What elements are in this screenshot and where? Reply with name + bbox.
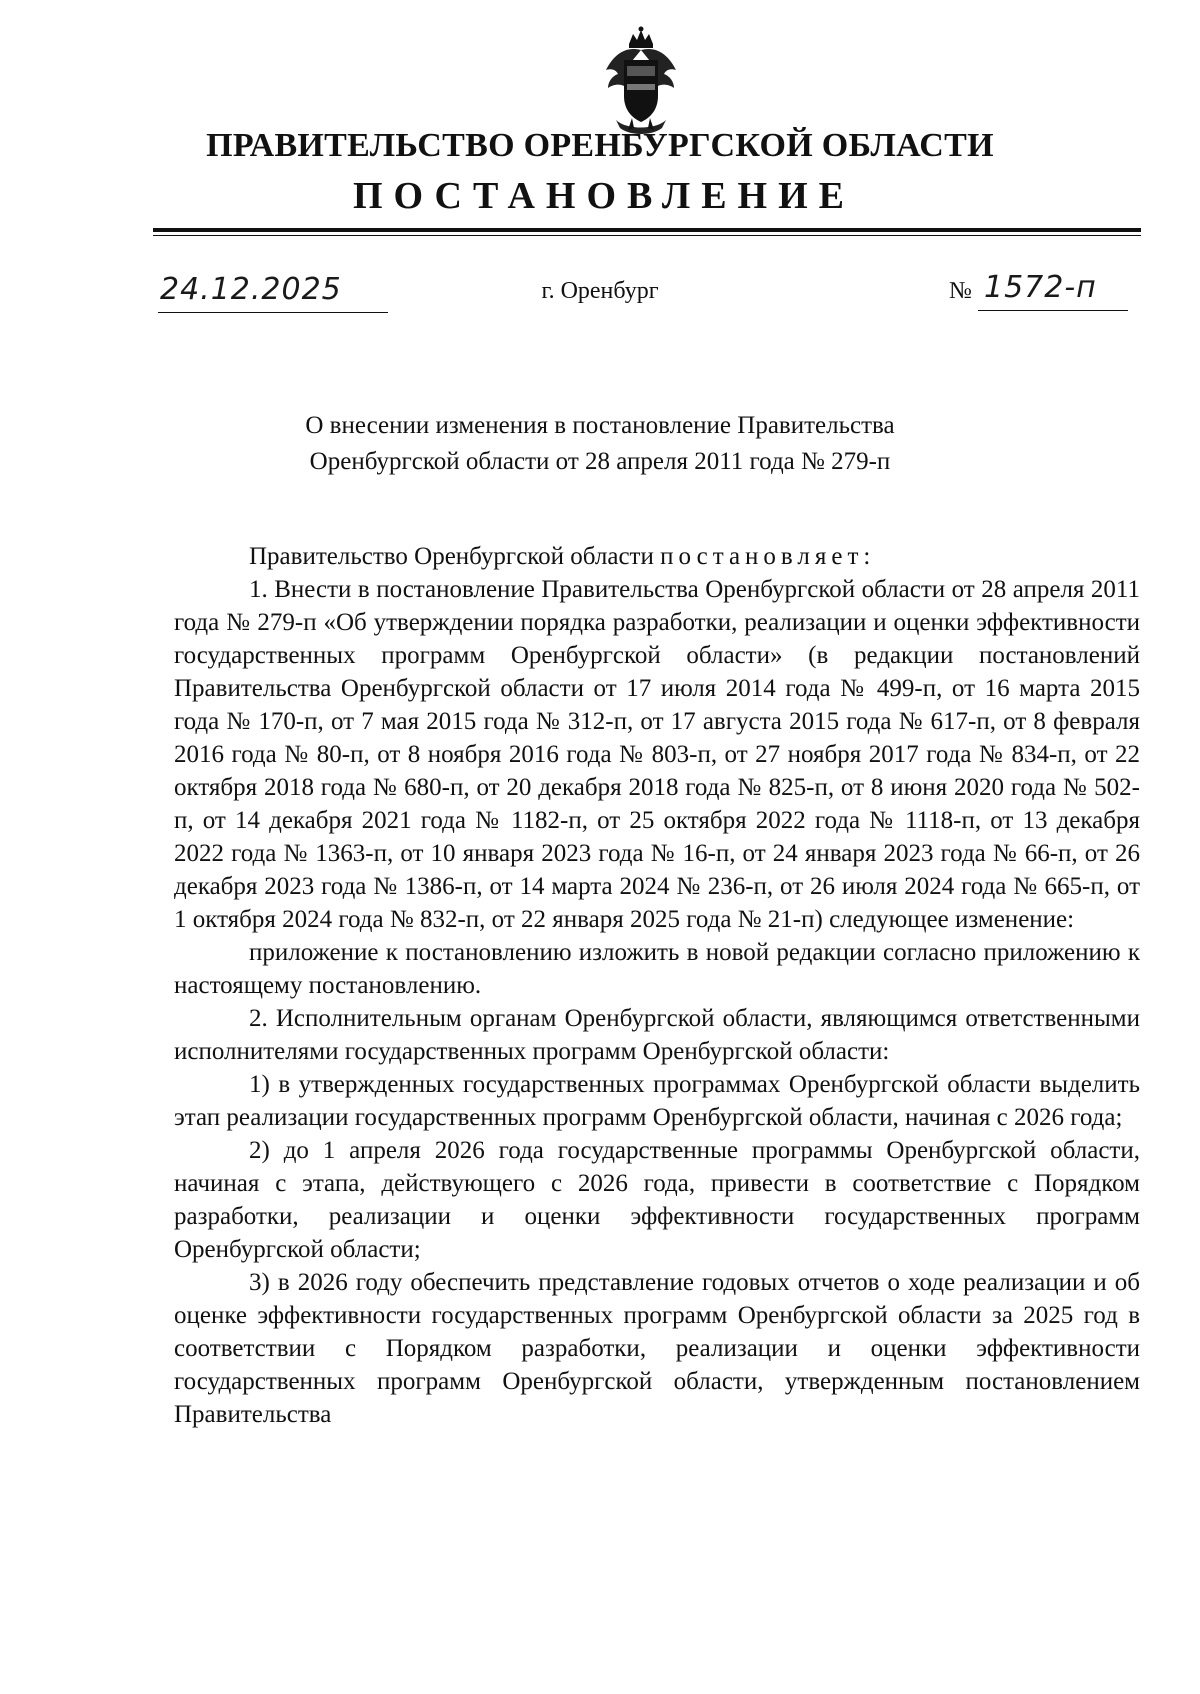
city-label: г. Оренбург <box>541 278 659 304</box>
intro-text: Правительство Оренбургской области <box>249 543 654 570</box>
intro-paragraph <box>174 540 1140 573</box>
handwritten-number: 1572-п <box>984 270 1097 305</box>
document-type-title: ПОСТАНОВЛЕНИЕ <box>352 175 856 217</box>
handwritten-date: 24.12.2025 <box>160 272 342 307</box>
subject-line-2: Оренбургской области от 28 апреля 2011 года № 279-п <box>309 448 891 475</box>
document-body <box>174 540 1140 1431</box>
subject-line-1: О внесении изменения в постановление Правительства <box>305 412 895 439</box>
header-divider-thick <box>153 228 1141 232</box>
paragraph-2: 2. Исполнительным органам Оренбургской области, являющимся ответственными исполнителями государственных программ Оренбургской области: <box>174 1005 1140 1065</box>
header-divider-thin <box>153 235 1141 236</box>
document-subject <box>0 408 1200 480</box>
intro-verb: постановляет: <box>660 543 876 570</box>
paragraph-1-amendment: приложение к постановлению изложить в новой редакции согласно приложению к настоящему постановлению. <box>174 939 1140 999</box>
paragraph-2-item-3: 3) в 2026 году обеспечить представление годовых отчетов о ходе реализации и об оценке эффективности государственных программ Оренбургской области за 2025 год в соответствии с Порядком разработки, реализации и оценки эффективности государственных программ Оренбургской области, утвержденным постановлением Правительства <box>174 1269 1140 1428</box>
paragraph-2-item-2: 2) до 1 апреля 2026 года государственные программы Оренбургской области, начиная с этапа, действующего с 2026 года, привести в соответствие с Порядком разработки, реализации и оценки эффективности государственных программ Оренбургской области; <box>174 1137 1140 1263</box>
government-title: ПРАВИТЕЛЬСТВО ОРЕНБУРГСКОЙ ОБЛАСТИ <box>206 127 994 164</box>
number-label: № <box>949 278 972 304</box>
number-field <box>978 268 1128 311</box>
paragraph-2-item-1: 1) в утвержденных государственных программах Оренбургской области выделить этап реализации государственных программ Оренбургской области, начиная с 2026 года; <box>174 1071 1140 1131</box>
paragraph-1: 1. Внести в постановление Правительства Оренбургской области от 28 апреля 2011 года № 279-п «Об утверждении порядка разработки, реализации и оценки эффективности государственных программ Оренбургской области» (в редакции постановлений Правительства Оренбургской области от 17 июля 2014 года № 499-п, от 16 марта 2015 года № 170-п, от 7 мая 2015 года № 312-п, от 17 августа 2015 года № 617-п, от 8 февраля 2016 года № 80-п, от 8 ноября 2016 года № 803-п, от 27 ноября 2017 года № 834-п, от 22 октября 2018 года № 680-п, от 20 декабря 2018 года № 825-п, от 8 июня 2020 года № 502-п, от 14 декабря 2021 года № 1182-п, от 25 октября 2022 года № 1118-п, от 13 декабря 2022 года № 1363-п, от 10 января 2023 года № 16-п, от 24 января 2023 года № 66-п, от 26 декабря 2023 года № 1386-п, от 14 марта 2024 № 236-п, от 26 июля 2024 года № 665-п, от 1 октября 2024 года № 832-п, от 22 января 2025 года № 21-п) следующее изменение: <box>174 576 1140 933</box>
coat-of-arms-emblem <box>596 26 686 136</box>
